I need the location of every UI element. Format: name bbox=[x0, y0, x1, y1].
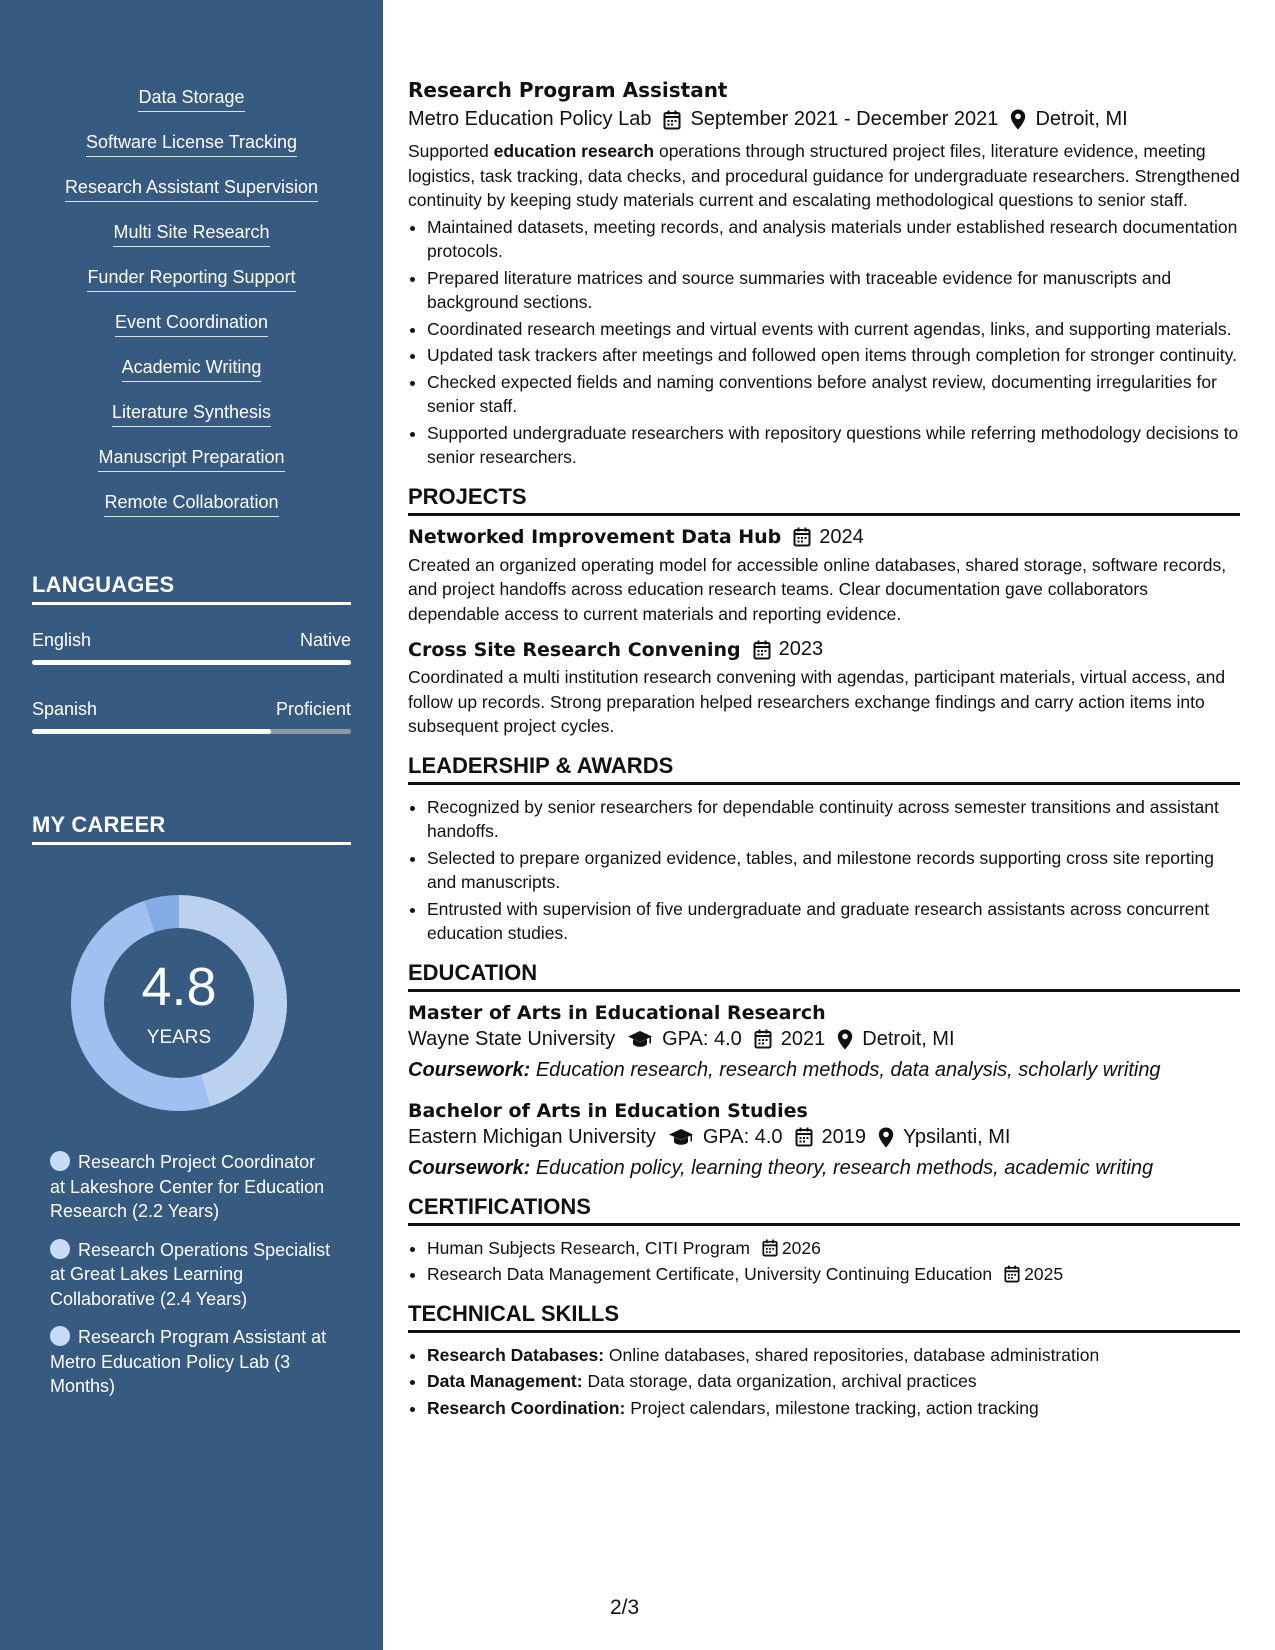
language-bar-english bbox=[32, 660, 351, 665]
career-item-text: Research Operations Specialist at Great Lakes Learning Collaborative (2.4 Years) bbox=[50, 1239, 331, 1309]
certification-name: • Research Data Management Certificate, University Continuing Education bbox=[427, 1264, 993, 1284]
language-spanish bbox=[32, 699, 351, 720]
languages-heading: LANGUAGES bbox=[32, 572, 351, 605]
skill-tag: Remote Collaboration bbox=[104, 491, 278, 517]
certifications-heading: CERTIFICATIONS bbox=[408, 1194, 1240, 1226]
career-item-text: Research Program Assistant at Metro Education Policy Lab (3 Months) bbox=[50, 1327, 327, 1396]
leadership-heading: LEADERSHIP & AWARDS bbox=[408, 753, 1240, 785]
graduation-cap-icon bbox=[627, 1030, 653, 1048]
career-heading: MY CAREER bbox=[32, 812, 351, 845]
graduation-year: 2019 bbox=[821, 1125, 867, 1148]
career-years-value: 4.8 bbox=[141, 957, 217, 1017]
sidebar bbox=[0, 0, 383, 1650]
career-dot-icon bbox=[50, 1239, 70, 1259]
job-bullet: • Updated task trackers after meetings and followed open items through completion for stronger continuity. bbox=[427, 343, 1240, 368]
technical-skill-label: Research Coordination: bbox=[427, 1397, 626, 1418]
job-bullet: • Maintained datasets, meeting records, and analysis materials under established research documentation protocols. bbox=[427, 215, 1240, 264]
language-bar-fill bbox=[32, 660, 351, 665]
school-name: Eastern Michigan University bbox=[408, 1125, 656, 1148]
calendar-icon bbox=[663, 110, 681, 130]
skill-tag: Manuscript Preparation bbox=[98, 446, 284, 472]
technical-skill-value: Online databases, shared repositories, database administration bbox=[608, 1344, 1100, 1365]
career-years-label: YEARS bbox=[146, 1027, 212, 1048]
certifications-list bbox=[408, 1236, 1240, 1287]
school-name: Wayne State University bbox=[408, 1027, 616, 1050]
job-summary bbox=[408, 139, 1240, 213]
language-bar-spanish bbox=[32, 729, 351, 734]
degree-title: Master of Arts in Educational Research bbox=[408, 1001, 826, 1024]
certification-year: 2025 bbox=[1024, 1264, 1064, 1284]
certification-name: • Human Subjects Research, CITI Program bbox=[427, 1237, 750, 1258]
coursework-label: Coursework: bbox=[408, 1156, 531, 1179]
project-title: Networked Improvement Data Hub bbox=[408, 526, 782, 548]
technical-skill-value: Project calendars, milestone tracking, action tracking bbox=[630, 1397, 1039, 1418]
job-location: Detroit, MI bbox=[1035, 108, 1128, 130]
career-item-text: Research Project Coordinator at Lakeshore Center for Education Research (2.2 Years) bbox=[50, 1152, 325, 1221]
certification-item bbox=[427, 1236, 1240, 1261]
technical-skill-value: Data storage, data organization, archival practices bbox=[587, 1371, 977, 1391]
language-level: Proficient bbox=[275, 699, 351, 719]
leadership-bullets bbox=[408, 795, 1240, 946]
project-title: Cross Site Research Convening bbox=[408, 638, 741, 661]
career-item bbox=[50, 1150, 335, 1224]
education-meta bbox=[408, 1126, 1240, 1149]
project-year: 2024 bbox=[819, 525, 864, 548]
language-name: Spanish bbox=[32, 699, 98, 719]
job-organization: Metro Education Policy Lab bbox=[408, 108, 652, 130]
calendar-icon bbox=[795, 1127, 813, 1147]
leadership-bullet: • Selected to prepare organized evidence, tables, and milestone records supporting cross site reporting and manuscripts. bbox=[427, 846, 1240, 895]
job-dates: September 2021 - December 2021 bbox=[690, 108, 999, 130]
project-title-row bbox=[408, 638, 1240, 661]
leadership-bullet: • Recognized by senior researchers for dependable continuity across semester transitions and assistant handoffs. bbox=[427, 795, 1240, 844]
technical-skill-item bbox=[427, 1343, 1240, 1368]
calendar-icon bbox=[1004, 1265, 1020, 1283]
education-meta bbox=[408, 1028, 1240, 1051]
main-content bbox=[408, 78, 1240, 1422]
technical-skills-heading: TECHNICAL SKILLS bbox=[408, 1301, 1240, 1333]
technical-skill-label: Data Management: bbox=[427, 1371, 583, 1391]
job-summary-text: operations through structured project files, literature evidence, meeting logistics, task tracking, data checks, and procedural guidance for undergraduate researchers. Strengthened continuity by keeping study materials current and escalating methodological questions to senior staff. bbox=[408, 141, 1240, 210]
calendar-icon bbox=[762, 1239, 778, 1257]
language-bar-fill bbox=[32, 729, 271, 734]
job-title: Research Program Assistant bbox=[408, 78, 728, 102]
project-description: Coordinated a multi institution research convening with agendas, participant materials, virtual access, and follow up records. Strong preparation helped researchers exchange findings and carry action items into subsequent project cycles. bbox=[408, 667, 1226, 736]
job-bullet: • Supported undergraduate researchers with repository questions while referring methodology decisions to senior researchers. bbox=[427, 421, 1240, 470]
career-dot-icon bbox=[50, 1151, 70, 1171]
language-name: English bbox=[32, 630, 92, 650]
career-item bbox=[50, 1325, 335, 1399]
coursework-text: Education research, research methods, data analysis, scholarly writing bbox=[535, 1058, 1161, 1081]
skill-tag: Data Storage bbox=[138, 86, 244, 112]
certification-item bbox=[427, 1262, 1240, 1287]
skill-tag: Software License Tracking bbox=[86, 131, 297, 157]
gpa: GPA: 4.0 bbox=[662, 1027, 742, 1050]
leadership-bullet: • Entrusted with supervision of five undergraduate and graduate research assistants across concurrent education studies. bbox=[427, 897, 1240, 946]
skill-tag: Event Coordination bbox=[115, 311, 268, 337]
certification-year: 2026 bbox=[781, 1237, 821, 1258]
project-title-row bbox=[408, 526, 1240, 549]
job-bullet: • Prepared literature matrices and source summaries with traceable evidence for manuscripts and background sections. bbox=[427, 266, 1240, 315]
job-bullet: • Coordinated research meetings and virtual events with current agendas, links, and supporting materials. bbox=[427, 317, 1240, 342]
calendar-icon bbox=[753, 640, 771, 660]
language-level: Native bbox=[299, 630, 351, 650]
coursework-label: Coursework: bbox=[408, 1058, 531, 1081]
job-bullet: • Checked expected fields and naming conventions before analyst review, documenting irregularities for senior staff. bbox=[427, 370, 1240, 419]
project-year: 2023 bbox=[778, 638, 824, 660]
job-summary-text: Supported bbox=[408, 141, 494, 161]
technical-skill-item bbox=[427, 1369, 1240, 1394]
career-list bbox=[50, 1150, 335, 1413]
language-english bbox=[32, 630, 351, 651]
skill-tag: Academic Writing bbox=[122, 356, 262, 382]
page-number: 2/3 bbox=[610, 1596, 640, 1619]
technical-skill-label: Research Databases: bbox=[427, 1344, 605, 1365]
technical-skill-item bbox=[427, 1396, 1240, 1421]
skill-tag: Multi Site Research bbox=[113, 221, 269, 247]
location-pin-icon bbox=[878, 1127, 894, 1148]
job-bullets bbox=[408, 215, 1240, 470]
skill-tag: Literature Synthesis bbox=[112, 401, 271, 427]
technical-skills-list bbox=[408, 1343, 1240, 1421]
coursework bbox=[408, 1157, 1240, 1180]
school-location: Ypsilanti, MI bbox=[903, 1125, 1011, 1148]
job-summary-bold: education research bbox=[493, 141, 655, 161]
skill-tag: Funder Reporting Support bbox=[87, 266, 295, 292]
location-pin-icon bbox=[837, 1029, 853, 1050]
career-item bbox=[50, 1238, 335, 1312]
calendar-icon bbox=[754, 1029, 772, 1049]
career-dot-icon bbox=[50, 1326, 70, 1346]
degree-title: Bachelor of Arts in Education Studies bbox=[408, 1099, 808, 1122]
calendar-icon bbox=[793, 527, 811, 547]
school-location: Detroit, MI bbox=[862, 1027, 955, 1050]
graduation-year: 2021 bbox=[780, 1027, 826, 1050]
education-heading: EDUCATION bbox=[408, 960, 1240, 992]
job-meta bbox=[408, 108, 1240, 131]
project-description: Created an organized operating model for accessible online databases, shared storage, software records, and project handoffs across education research teams. Clear documentation gave collaborators dependable access to current materials and reporting evidence. bbox=[408, 554, 1227, 624]
coursework bbox=[408, 1059, 1240, 1082]
career-donut-svg bbox=[64, 888, 294, 1118]
skills-list bbox=[0, 86, 383, 536]
gpa: GPA: 4.0 bbox=[702, 1125, 783, 1148]
projects-heading: PROJECTS bbox=[408, 484, 1240, 516]
location-pin-icon bbox=[1010, 109, 1026, 130]
coursework-text: Education policy, learning theory, research methods, academic writing bbox=[535, 1156, 1154, 1179]
graduation-cap-icon bbox=[668, 1128, 694, 1146]
skill-tag: Research Assistant Supervision bbox=[65, 176, 318, 202]
career-donut-chart bbox=[64, 888, 294, 1118]
